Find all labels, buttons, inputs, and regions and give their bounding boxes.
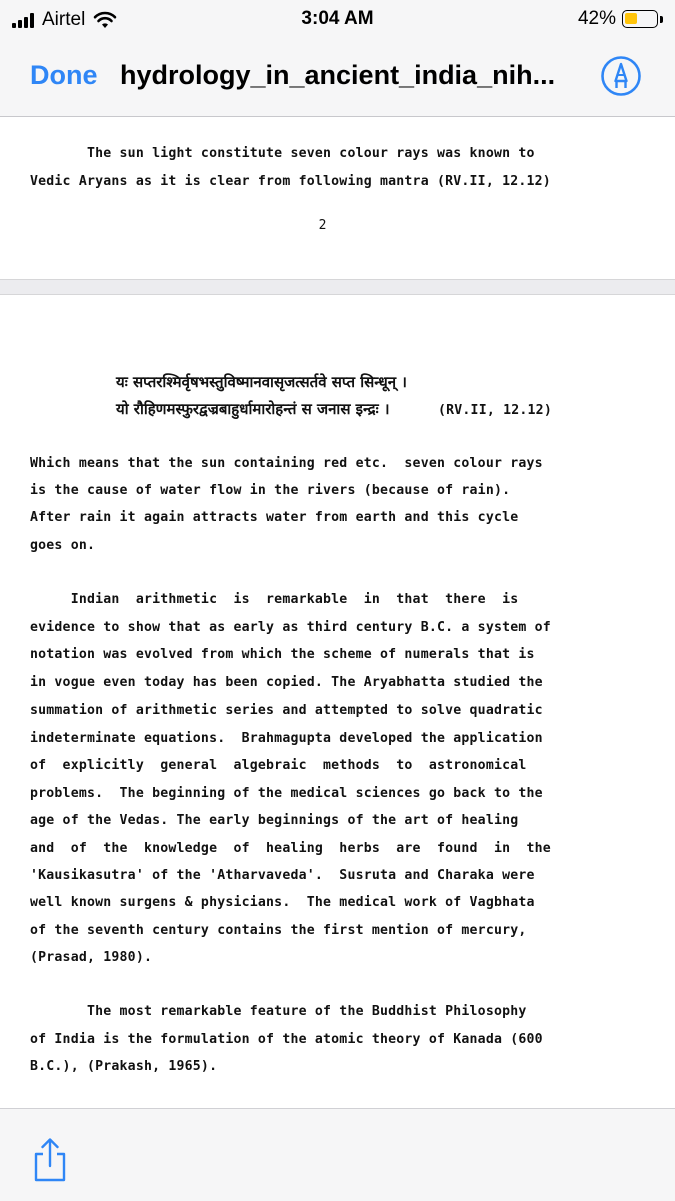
done-button[interactable]: Done [30,60,98,90]
text-line: in vogue even today has been copied. The Aryabhatta studied the [30,675,543,690]
status-bar [0,0,675,38]
text-line: (Prasad, 1980). [30,950,153,965]
text-line: indeterminate equations. Brahmagupta developed the application [30,731,543,746]
markup-pen-icon [600,55,642,97]
markup-button[interactable] [600,55,642,97]
page-number: 2 [318,218,327,233]
text-line: notation was evolved from which the scheme of numerals that is [30,647,535,662]
text-line: well known surgens & physicians. The medical work of Vagbhata [30,895,535,910]
text-line: B.C.), (Prakash, 1965). [30,1059,218,1074]
text-line: of the seventh century contains the first mention of mercury, [30,923,527,938]
text-line: and of the knowledge of healing herbs are found in the [30,841,551,856]
text-line: After rain it again attracts water from earth and this cycle [30,510,519,525]
text-line: of India is the formulation of the atomic theory of Kanada (600 [30,1032,543,1047]
text-line: evidence to show that as early as third century B.C. a system of [30,620,551,635]
pdf-page-previous [0,117,675,280]
text-line: Which means that the sun containing red etc. seven colour rays [30,456,543,471]
text-line: Vedic Aryans as it is clear from following mantra (RV.II, 12.12) [30,174,551,189]
text-line: is the cause of water flow in the rivers (because of rain). [30,483,511,498]
text-line: of explicitly general algebraic methods to astronomical [30,758,527,773]
text-line: age of the Vedas. The early beginnings of the art of healing [30,813,519,828]
status-right [578,8,663,30]
text-line: The sun light constitute seven colour rays was known to [30,146,535,161]
carrier-name: Airtel [42,9,86,30]
text-line: The most remarkable feature of the Buddhist Philosophy [30,1004,527,1019]
text-line: goes on. [30,538,96,553]
share-icon [30,1137,70,1183]
text-line: Indian arithmetic is remarkable in that there is [30,592,519,607]
battery-icon [622,10,658,28]
document-title: hydrology_in_ancient_india_nih... [120,60,556,90]
battery-level-fill [625,13,637,24]
pdf-page-current [0,294,675,1109]
bottom-toolbar [0,1108,675,1201]
text-line: 'Kausikasutra' of the 'Atharvaveda'. Susruta and Charaka were [30,868,535,883]
status-time: 3:04 AM [301,8,374,29]
mantra-reference: (RV.II, 12.12) [438,403,552,418]
battery-percent: 42% [577,8,616,29]
text-line: problems. The beginning of the medical sciences go back to the [30,786,543,801]
sanskrit-mantra-line: यः सप्तरश्मिर्वृषभस्तुविष्मानवासृजत्सर्तवे सप्त सिन्धून् । [116,373,407,391]
battery-cap [660,16,663,23]
navigation-bar [0,38,675,117]
sanskrit-mantra-line: यो रौहिणमस्फुरद्वज्रबाहुर्धामारोहन्तं स जनास इन्द्रः । [116,400,390,418]
share-button[interactable] [30,1137,70,1183]
text-line: summation of arithmetic series and attempted to solve quadratic [30,703,543,718]
